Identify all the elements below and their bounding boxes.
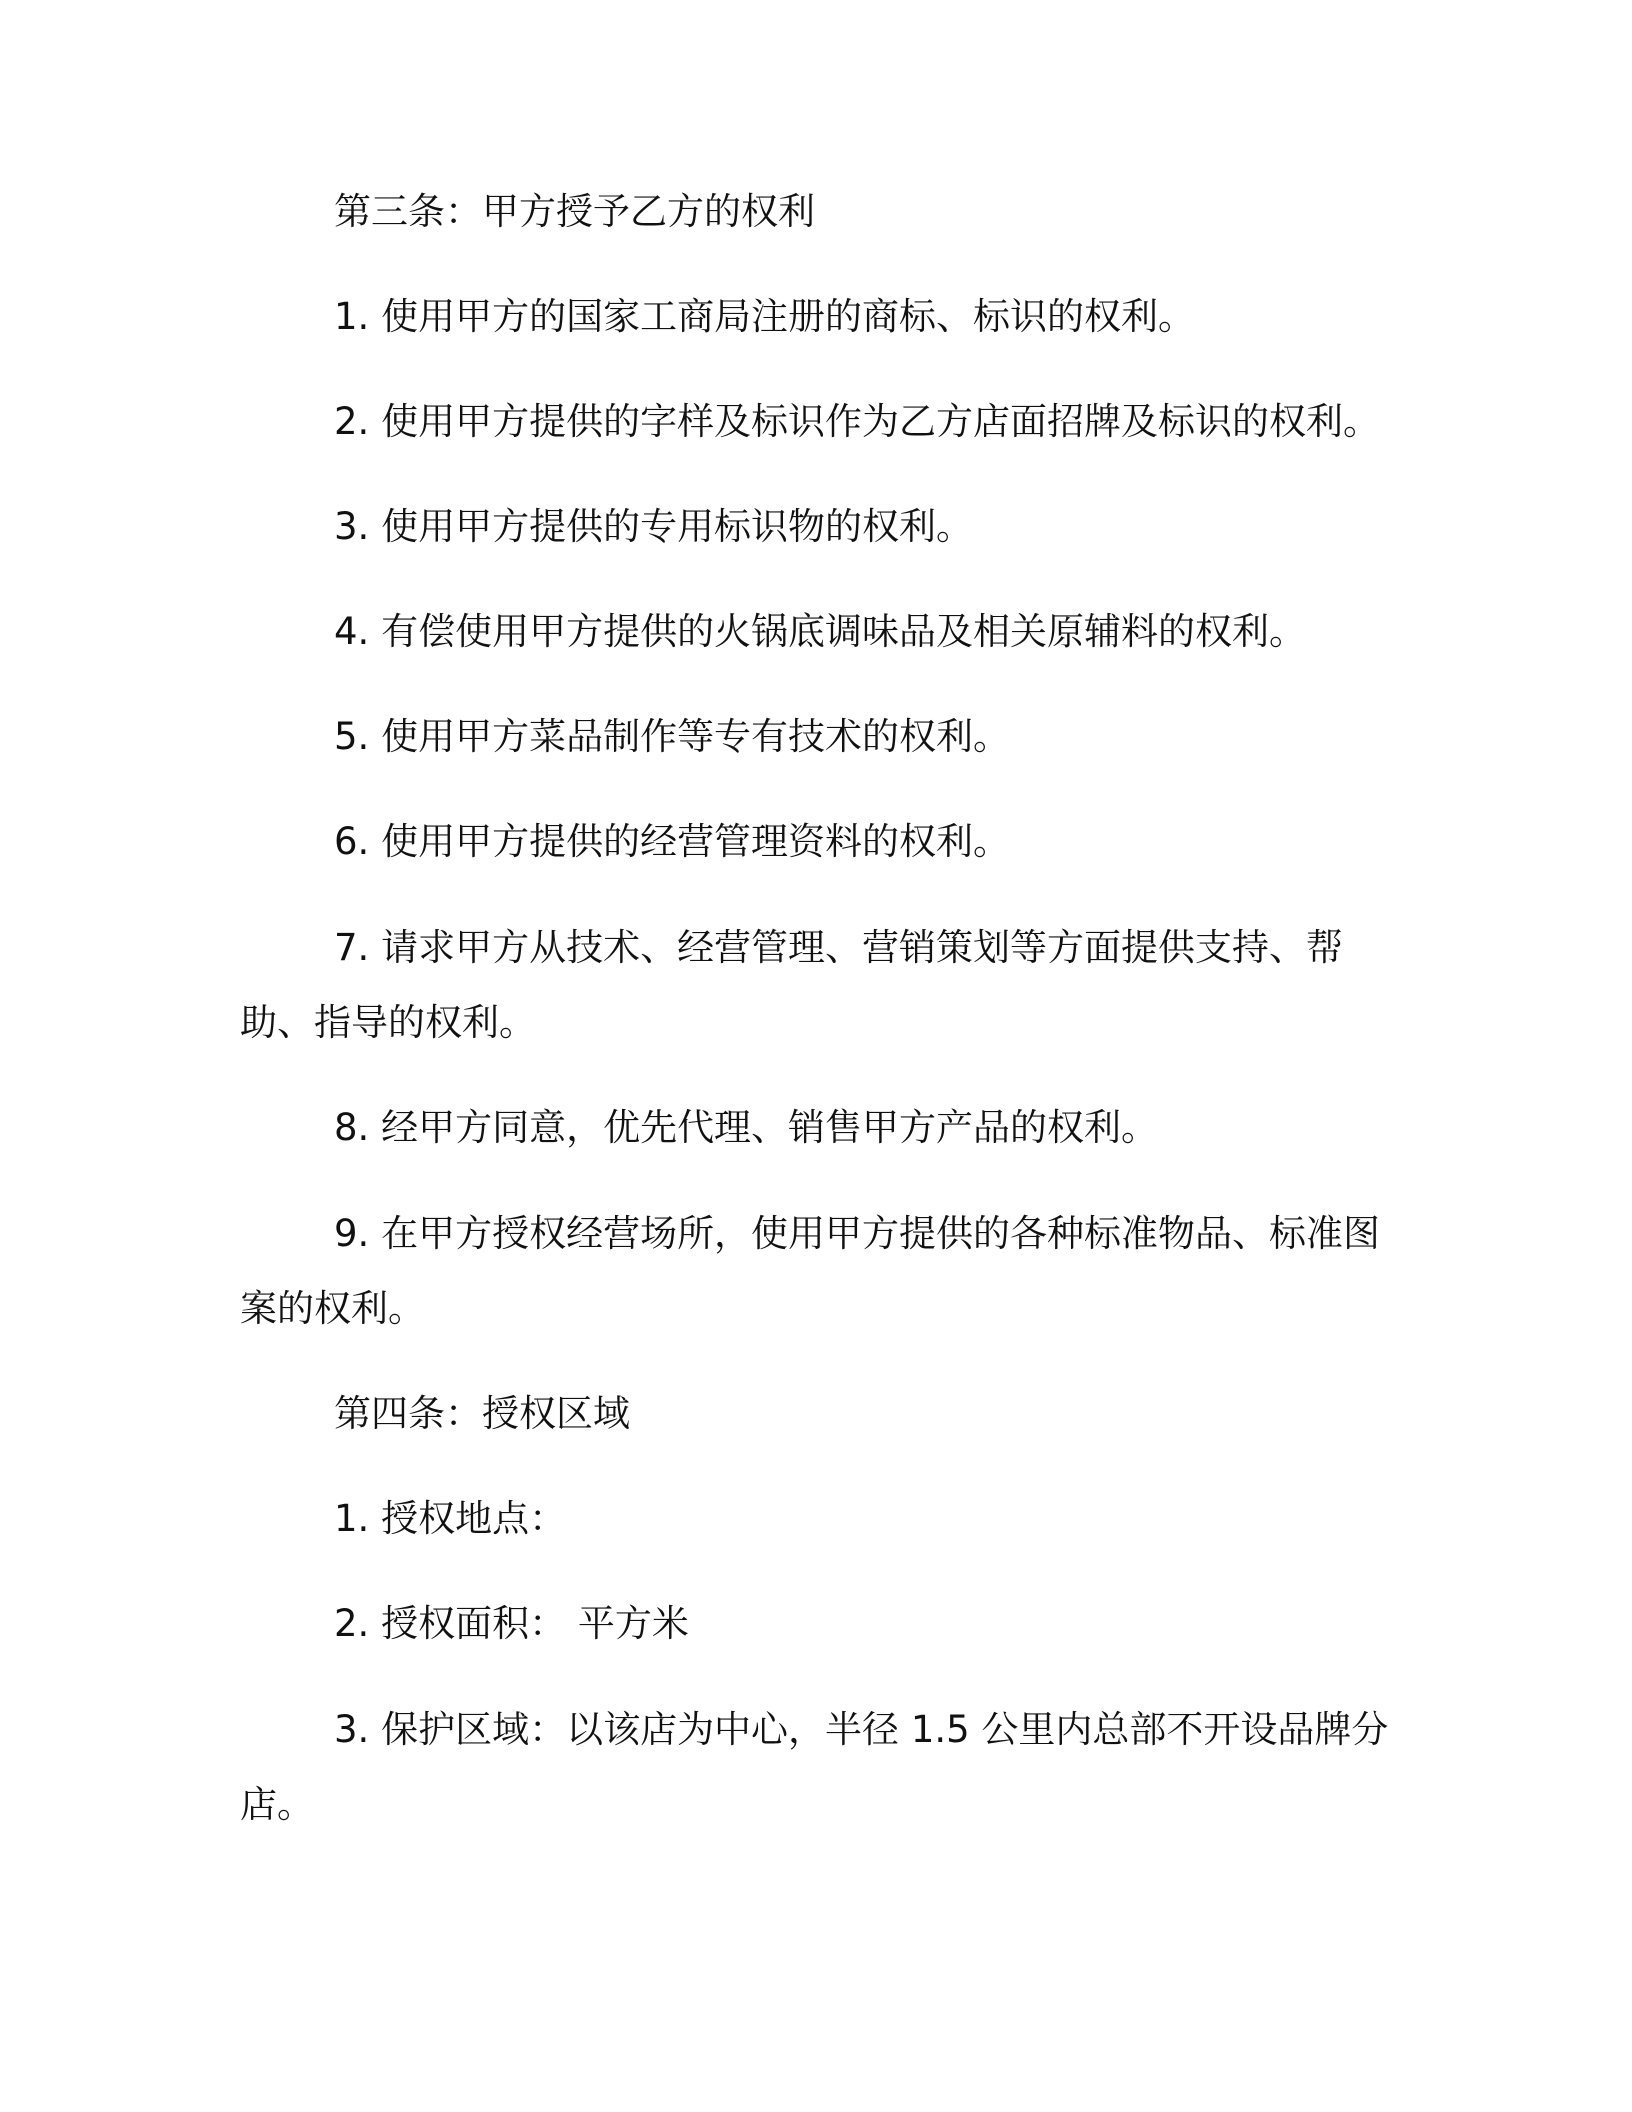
article-3-item-6: 6. 使用甲方提供的经营管理资料的权利。 bbox=[334, 820, 1011, 863]
article-4-item-1: 1. 授权地点： bbox=[334, 1497, 567, 1540]
article-3-heading: 第三条：甲方授予乙方的权利 bbox=[334, 190, 815, 233]
document-body bbox=[240, 190, 1400, 1888]
article-3-item-8: 8. 经甲方同意，优先代理、销售甲方产品的权利。 bbox=[334, 1106, 1159, 1149]
article-3-item-1: 1. 使用甲方的国家工商局注册的商标、标识的权利。 bbox=[334, 295, 1196, 338]
article-3-item-7: 7. 请求甲方从技术、经营管理、营销策划等方面提供支持、帮助、指导的权利。 bbox=[240, 926, 1344, 1044]
article-3-item-2: 2. 使用甲方提供的字样及标识作为乙方店面招牌及标识的权利。 bbox=[334, 400, 1381, 443]
article-3-item-9: 9. 在甲方授权经营场所，使用甲方提供的各种标准物品、标准图案的权利。 bbox=[240, 1212, 1381, 1330]
article-4-item-3: 3. 保护区域：以该店为中心，半径 1.5 公里内总部不开设品牌分店。 bbox=[240, 1708, 1389, 1826]
article-4-item-2: 2. 授权面积： 平方米 bbox=[334, 1602, 689, 1645]
article-3-item-3: 3. 使用甲方提供的专用标识物的权利。 bbox=[334, 505, 974, 548]
article-3-item-4: 4. 有偿使用甲方提供的火锅底调味品及相关原辅料的权利。 bbox=[334, 610, 1307, 653]
article-3-item-5: 5. 使用甲方菜品制作等专有技术的权利。 bbox=[334, 715, 1011, 758]
article-4-heading: 第四条：授权区域 bbox=[334, 1392, 630, 1435]
